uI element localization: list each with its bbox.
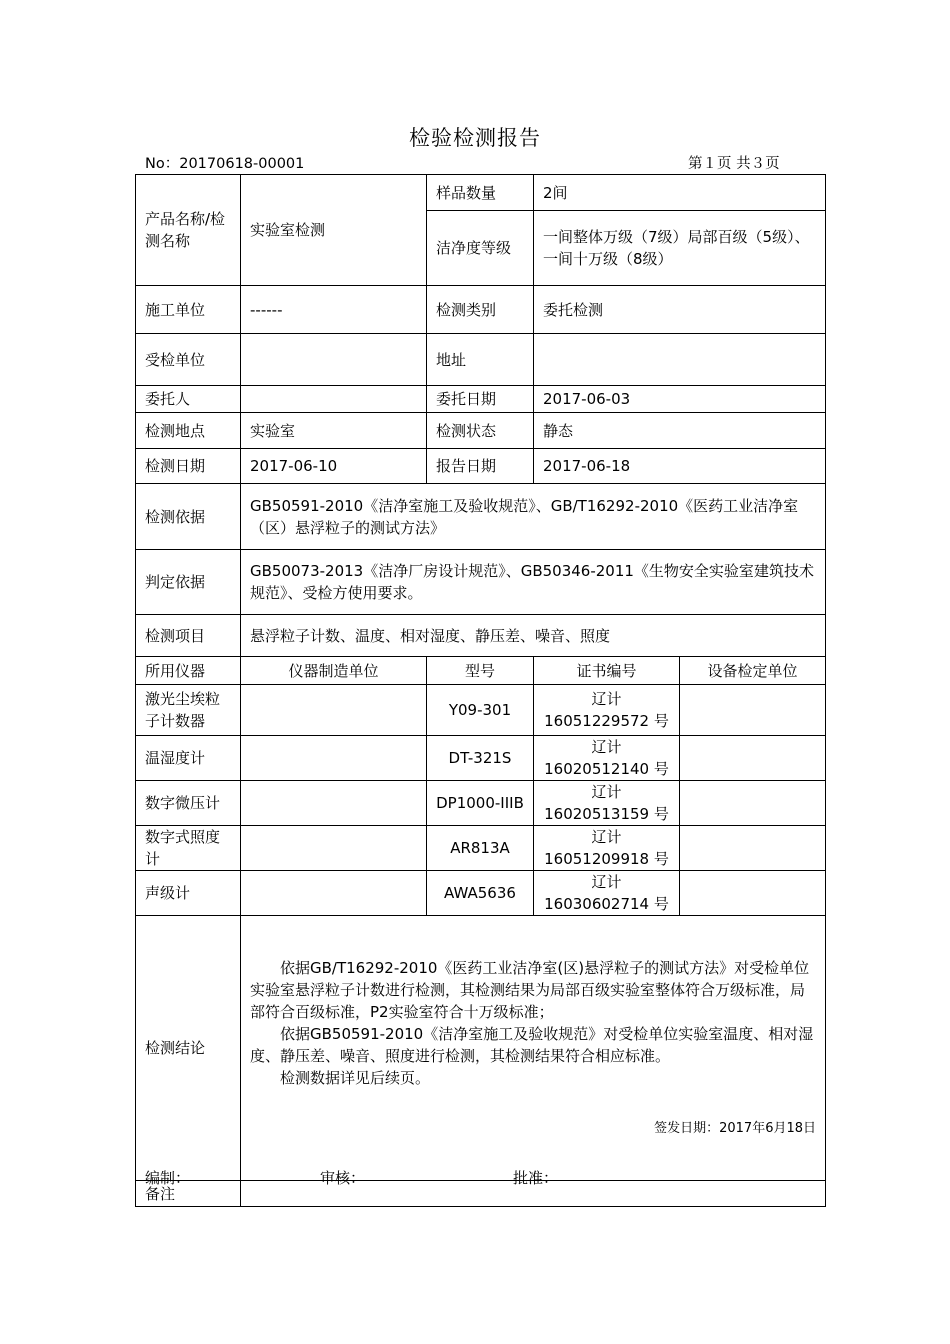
footer-compile: 编制： [145, 1169, 191, 1187]
instrument-name: 温湿度计 [136, 736, 241, 781]
row-sample-qty [136, 175, 826, 211]
row-client [136, 386, 826, 413]
value-address [534, 334, 826, 386]
label-judge-basis: 判定依据 [136, 550, 241, 615]
instrument-maker [241, 685, 427, 736]
instrument-header-name: 所用仪器 [136, 657, 241, 685]
label-commission-date: 委托日期 [427, 386, 534, 413]
clean-grade-line-1: 一间整体万级（7级）局部百级（5级）、 [543, 228, 810, 246]
instrument-verifier [680, 871, 826, 916]
instrument-verifier [680, 685, 826, 736]
label-test-date: 检测日期 [136, 449, 241, 484]
conclusion-paragraph-1: 依据GB/T16292-2010《医药工业洁净室(区)悬浮粒子的测试方法》对受检单位实验室悬浮粒子计数进行检测，其检测结果为局部百级实验室整体符合万级标准，局部符合百级标准，P2实验室符合十万级标准； [250, 958, 810, 1021]
clean-grade-line-2: 一间十万级（8级） [543, 250, 673, 268]
report-table [135, 174, 826, 1207]
label-sample-qty: 样品数量 [427, 175, 534, 211]
row-judge-basis [136, 550, 826, 615]
label-test-type: 检测类别 [427, 286, 534, 334]
row-conclusion [136, 916, 826, 1181]
value-report-date: 2017-06-18 [534, 449, 826, 484]
instrument-cert: 辽计 16051209918 号 [534, 826, 680, 871]
label-clean-grade: 洁净度等级 [427, 211, 534, 286]
sign-date: 签发日期：2017年6月18日 [654, 1120, 817, 1136]
value-commission-date: 2017-06-03 [534, 386, 826, 413]
instrument-model: AR813A [427, 826, 534, 871]
value-test-date: 2017-06-10 [241, 449, 427, 484]
value-location: 实验室 [241, 413, 427, 449]
instrument-cert: 辽计 16051229572 号 [534, 685, 680, 736]
instrument-header-maker: 仪器制造单位 [241, 657, 427, 685]
row-constructor [136, 286, 826, 334]
report-title: 检验检测报告 [409, 126, 541, 150]
instrument-model: DP1000-IIIB [427, 781, 534, 826]
instrument-row [136, 826, 826, 871]
label-test-basis: 检测依据 [136, 484, 241, 550]
footer-approve: 批准： [513, 1169, 559, 1187]
value-product: 实验室检测 [241, 175, 427, 286]
instrument-maker [241, 871, 427, 916]
instrument-row [136, 736, 826, 781]
row-inspected [136, 334, 826, 386]
instrument-header-cert: 证书编号 [534, 657, 680, 685]
label-conclusion: 检测结论 [136, 916, 241, 1181]
instrument-row [136, 685, 826, 736]
row-test-items [136, 615, 826, 657]
instrument-row [136, 871, 826, 916]
conclusion-body [241, 916, 826, 1181]
label-location: 检测地点 [136, 413, 241, 449]
row-location [136, 413, 826, 449]
instrument-verifier [680, 736, 826, 781]
label-address: 地址 [427, 334, 534, 386]
label-constructor: 施工单位 [136, 286, 241, 334]
page-indicator: 第１页 共３页 [688, 156, 780, 172]
instrument-name: 数字式照度计 [136, 826, 241, 871]
footer-review: 审核： [320, 1169, 366, 1187]
label-client: 委托人 [136, 386, 241, 413]
row-remark [136, 1181, 826, 1207]
label-test-items: 检测项目 [136, 615, 241, 657]
instrument-maker [241, 736, 427, 781]
value-sample-qty: 2间 [534, 175, 826, 211]
instrument-row [136, 781, 826, 826]
instrument-header-verifier: 设备检定单位 [680, 657, 826, 685]
instrument-cert: 辽计 16030602714 号 [534, 871, 680, 916]
instrument-name: 数字微压计 [136, 781, 241, 826]
value-test-basis: GB50591-2010《洁净室施工及验收规范》、GB/T16292-2010《医药工业洁净室（区）悬浮粒子的测试方法》 [241, 484, 826, 550]
label-report-date: 报告日期 [427, 449, 534, 484]
row-test-date [136, 449, 826, 484]
conclusion-paragraph-3: 检测数据详见后续页。 [280, 1068, 431, 1087]
instrument-verifier [680, 826, 826, 871]
instrument-cert: 辽计 16020512140 号 [534, 736, 680, 781]
instrument-cert: 辽计 16020513159 号 [534, 781, 680, 826]
label-remark: 备注 [136, 1181, 241, 1207]
instrument-maker [241, 781, 427, 826]
value-clean-grade [534, 211, 826, 286]
instrument-name: 激光尘埃粒子计数器 [136, 685, 241, 736]
label-product: 产品名称/检测名称 [136, 175, 241, 286]
value-status: 静态 [534, 413, 826, 449]
value-test-items: 悬浮粒子计数、温度、相对湿度、静压差、噪音、照度 [241, 615, 826, 657]
label-status: 检测状态 [427, 413, 534, 449]
label-inspected: 受检单位 [136, 334, 241, 386]
value-client [241, 386, 427, 413]
conclusion-paragraph-2: 依据GB50591-2010《洁净室施工及验收规范》对受检单位实验室温度、相对湿度、静压差、噪音、照度进行检测，其检测结果符合相应标准。 [250, 1024, 814, 1065]
value-inspected [241, 334, 427, 386]
instrument-model: Y09-301 [427, 685, 534, 736]
report-number: No：20170618-00001 [145, 156, 305, 172]
instrument-name: 声级计 [136, 871, 241, 916]
instrument-maker [241, 826, 427, 871]
instrument-model: AWA5636 [427, 871, 534, 916]
value-test-type: 委托检测 [534, 286, 826, 334]
instrument-header-model: 型号 [427, 657, 534, 685]
row-test-basis [136, 484, 826, 550]
value-judge-basis: GB50073-2013《洁净厂房设计规范》、GB50346-2011《生物安全实验室建筑技术规范》、受检方使用要求。 [241, 550, 826, 615]
instrument-verifier [680, 781, 826, 826]
value-constructor: ------ [241, 286, 427, 334]
instrument-header-row [136, 657, 826, 685]
instrument-model: DT-321S [427, 736, 534, 781]
